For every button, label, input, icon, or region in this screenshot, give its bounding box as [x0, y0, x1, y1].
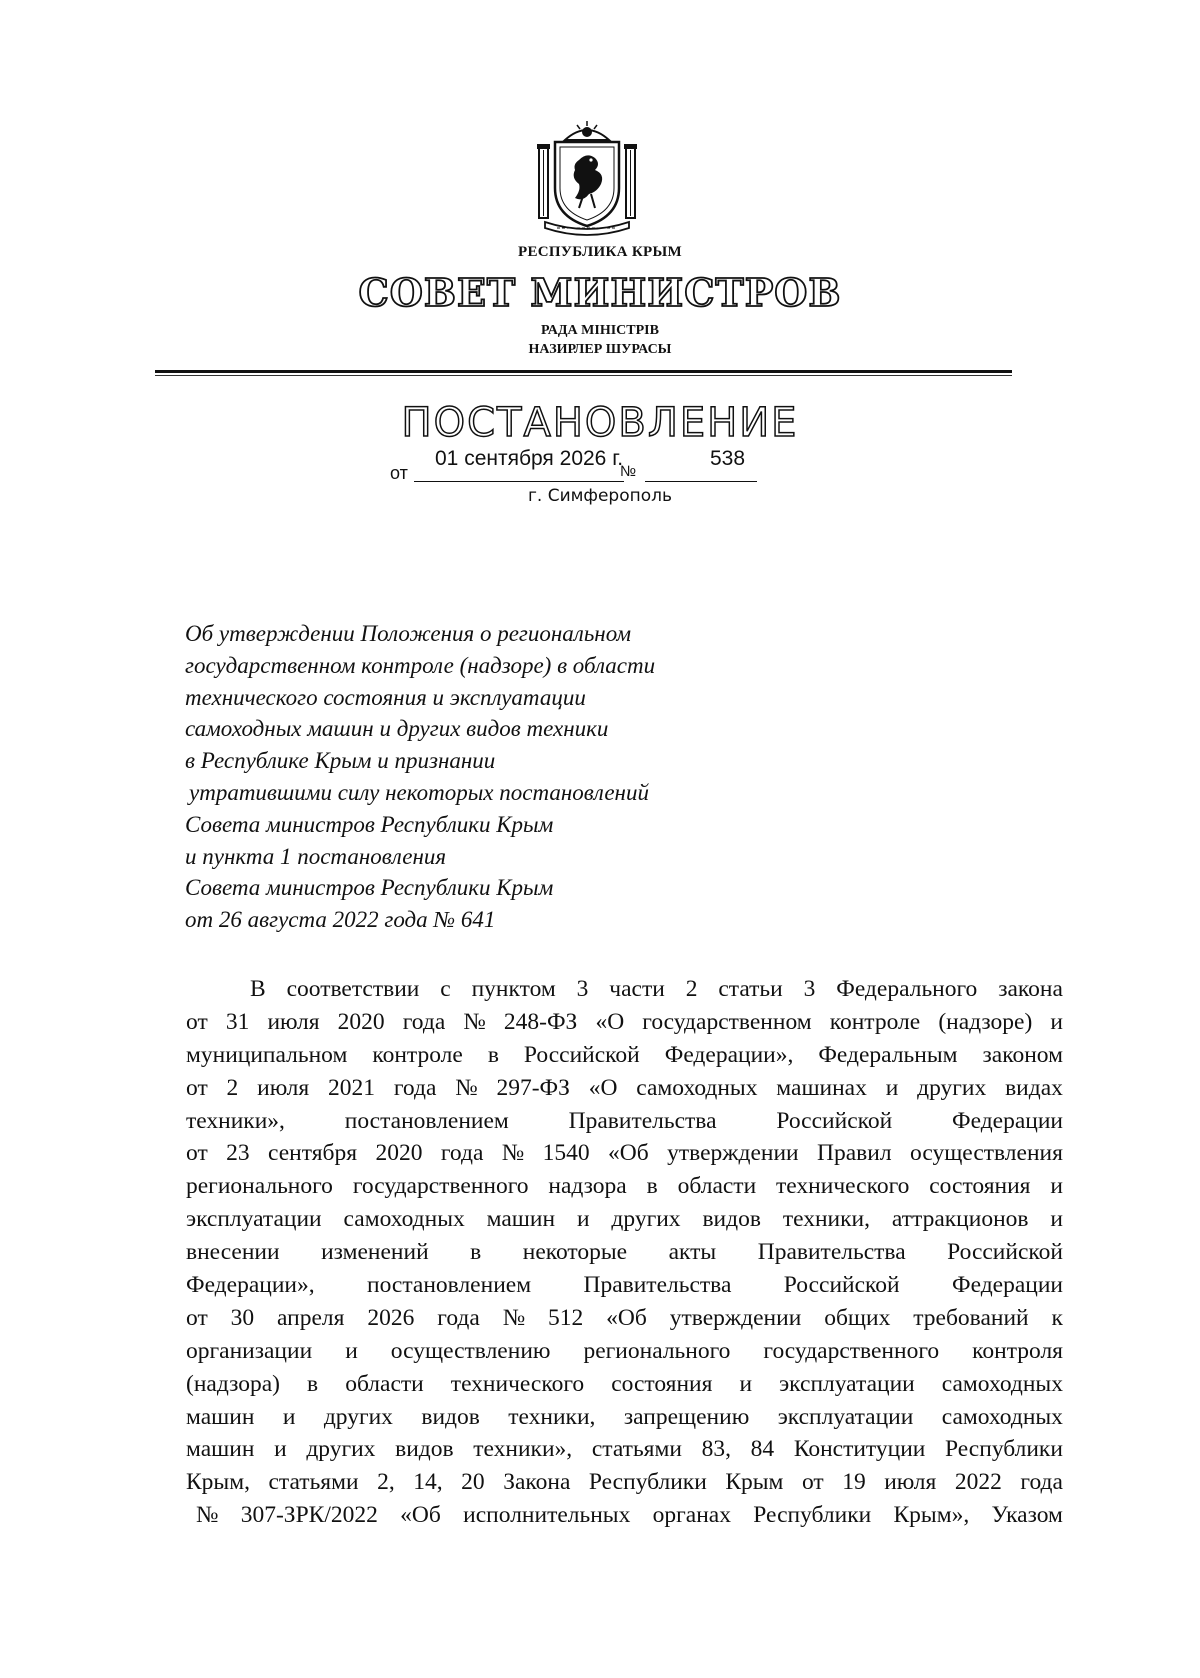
body-line: машин и других видов техники, запрещению эксплуатации самоходных	[186, 1403, 1063, 1430]
body-line: внесении изменений в некоторые акты Правительства Российской	[186, 1239, 1063, 1266]
number-underline	[645, 481, 757, 482]
subject-line: Совета министров Республики Крым	[185, 811, 554, 837]
subject-line: Совета министров Республики Крым	[185, 875, 554, 901]
document-type-title: ПОСТАНОВЛЕНИЕ	[401, 400, 799, 446]
header-divider-thin	[155, 375, 1012, 376]
date-underline	[414, 481, 624, 482]
number-sign: №	[620, 463, 637, 480]
council-title-crimean-tatar: НАЗИРЛЕР ШУРАСЫ	[528, 342, 672, 357]
subject-line: утратившими силу некоторых постановлений	[189, 779, 649, 805]
crimea-coat-of-arms-icon	[535, 118, 639, 236]
date-prefix: от	[390, 463, 408, 483]
body-line: от 2 июля 2021 года № 297-ФЗ «О самоходных машинах и других видах	[186, 1074, 1063, 1101]
header-divider-thick	[155, 370, 1012, 373]
body-line: В соответствии с пунктом 3 части 2 статьи 3 Федерального закона	[250, 976, 1063, 1002]
body-line: организации и осуществлению регионального государственного контроля	[186, 1337, 1063, 1364]
subject-line: самоходных машин и других видов техники	[185, 716, 609, 742]
subject-line: Об утверждении Положения о региональном	[185, 621, 632, 646]
body-line: муниципальном контроле в Российской Федерации», Федеральным законом	[186, 1041, 1063, 1068]
body-line: техники», постановлением Правительства Российской Федерации	[186, 1107, 1063, 1134]
body-line: № 307-ЗРК/2022 «Об исполнительных органах Республики Крым», Указом	[196, 1502, 1063, 1529]
republic-name: РЕСПУБЛИКА КРЫМ	[518, 244, 682, 260]
issue-city: г. Симферополь	[527, 486, 673, 506]
decree-body-paragraph	[186, 973, 1063, 1532]
council-title: СОВЕТ МИНИСТРОВ	[358, 270, 842, 315]
body-line: эксплуатации самоходных машин и других видов техники, аттракционов и	[186, 1206, 1063, 1233]
body-line: (надзора) в области технического состояния и эксплуатации самоходных	[186, 1370, 1063, 1397]
body-line: от 30 апреля 2026 года № 512 «Об утверждении общих требований к	[186, 1304, 1063, 1331]
decree-number: 538	[710, 447, 746, 470]
body-line: машин и других видов техники», статьями 83, 84 Конституции Республики	[186, 1436, 1063, 1463]
subject-line: и пункта 1 постановления	[185, 843, 447, 869]
subject-line: в Республике Крым и признании	[185, 748, 496, 774]
council-title-ukrainian: РАДА МІНІСТРІВ	[541, 323, 659, 338]
decree-date: 01 сентября 2026 г.	[435, 447, 624, 470]
decree-date-number-row	[390, 447, 770, 483]
subject-line: государственном контроле (надзоре) в области	[185, 652, 656, 678]
subject-line: технического состояния и эксплуатации	[185, 684, 586, 710]
body-line: Крым, статьями 2, 14, 20 Закона Республики Крым от 19 июля 2022 года	[186, 1469, 1063, 1496]
body-line: от 31 июля 2020 года № 248-ФЗ «О государственном контроле (надзоре) и	[186, 1008, 1063, 1035]
subject-line: от 26 августа 2022 года № 641	[185, 907, 496, 933]
body-line: от 23 сентября 2020 года № 1540 «Об утверждении Правил осуществления	[186, 1140, 1063, 1167]
body-line: Федерации», постановлением Правительства Российской Федерации	[186, 1272, 1063, 1299]
decree-subject	[185, 618, 745, 936]
body-line: регионального государственного надзора в области технического состояния и	[186, 1173, 1063, 1200]
